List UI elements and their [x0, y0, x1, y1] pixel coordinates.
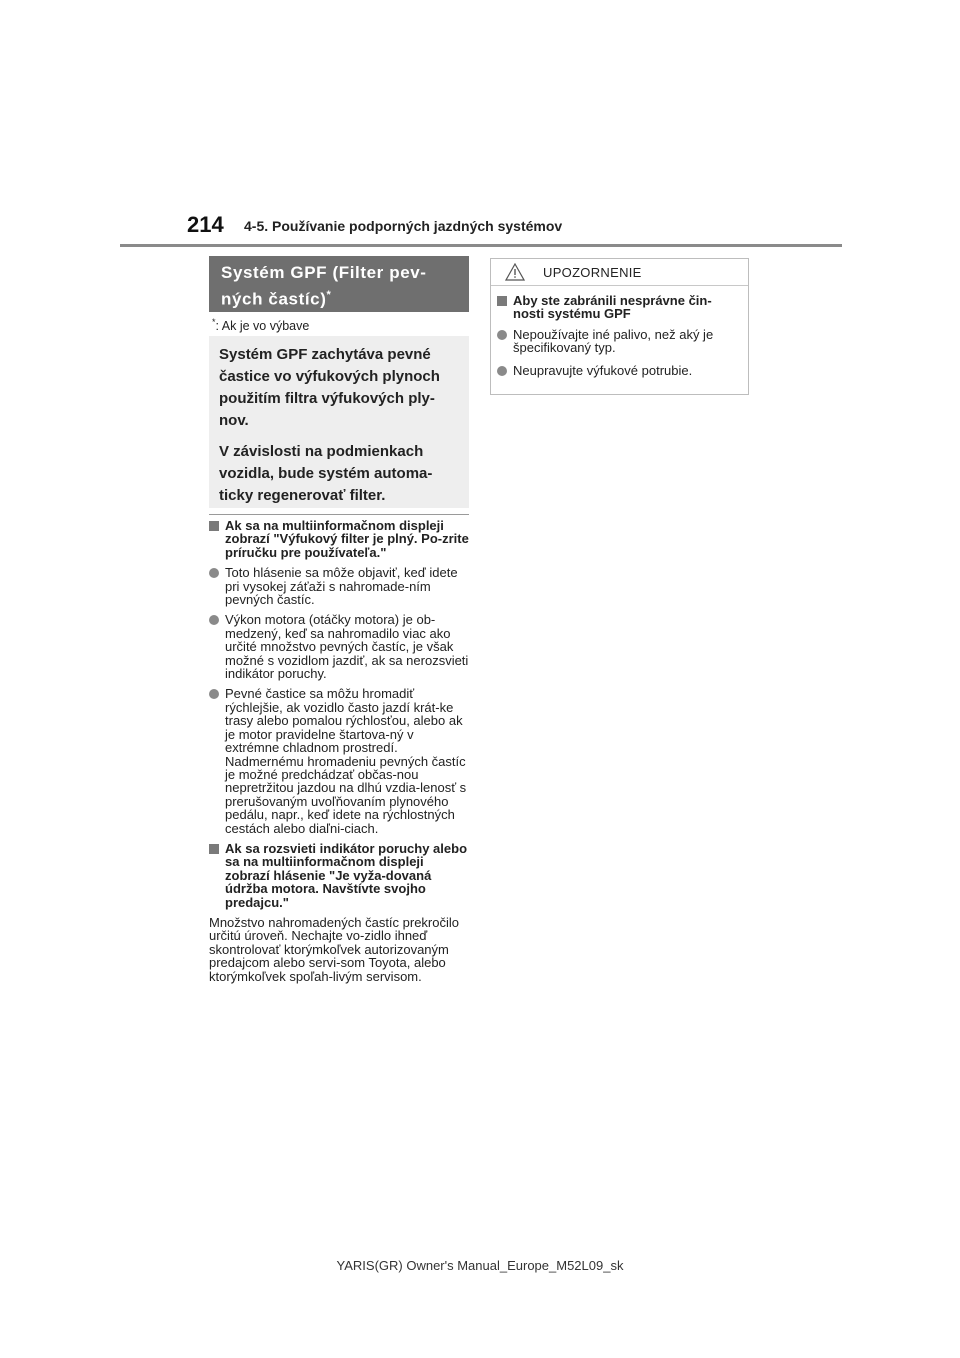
- chapter-heading-line2: [221, 284, 457, 311]
- chapter-heading-line1: Systém GPF (Filter pev-: [221, 263, 427, 282]
- summary-box: [209, 336, 469, 508]
- list-item: [209, 687, 471, 834]
- summary-paragraph: Systém GPF zachytáva pevné častice vo výfukových plynoch použitím filtra výfukových ply-nov.: [219, 346, 440, 429]
- footnote-marker: *: [326, 289, 331, 301]
- warning-subheading: [497, 294, 740, 321]
- list-item-text: Výkon motora (otáčky motora) je ob-medzený, keď sa nahromadilo viac ako určité množstvo pevných častíc, je však možné s vozidlom jazdiť, ak sa nerozsvieti indikátor poruchy.: [225, 612, 469, 682]
- list-item: [209, 566, 471, 606]
- warning-label: UPOZORNENIE: [543, 265, 642, 280]
- round-bullet-icon: [497, 366, 507, 376]
- footnote: [212, 317, 309, 333]
- round-bullet-icon: [209, 568, 219, 578]
- warning-box: [490, 258, 749, 395]
- subheading-text: Ak sa rozsvieti indikátor poruchy alebo sa na multiinformačnom displeji zobrazí hlásenie "Je vyža-dovaná údržba motora. Navštívte svojho predajcu.": [225, 840, 468, 910]
- chapter-heading-text: ných častíc): [221, 289, 327, 309]
- chapter-heading: [209, 256, 469, 312]
- list-item: [209, 613, 471, 680]
- warning-body: [491, 286, 748, 377]
- warning-triangle-icon: [505, 263, 525, 281]
- round-bullet-icon: [209, 615, 219, 625]
- page-number: 214: [187, 212, 224, 237]
- warning-list-item-text: Nepoužívajte iné palivo, než aký je špecifikovaný typ.: [513, 326, 714, 356]
- warning-subheading-text: Aby ste zabránili nesprávne čin-nosti systému GPF: [513, 293, 712, 322]
- footer-text: YARIS(GR) Owner's Manual_Europe_M52L09_sk: [336, 1258, 624, 1273]
- warning-list-item: [497, 364, 740, 377]
- subheading-text: Ak sa na multiinformačnom displeji zobrazí "Výfukový filter je plný. Po-zrite príručku pre používateľa.": [225, 518, 469, 560]
- left-body: [209, 519, 471, 983]
- subheading: [209, 842, 471, 909]
- summary-paragraph: V závislosti na podmienkach vozidla, bude systém automa-ticky regenerovať filter.: [219, 443, 433, 504]
- list-item-text: Pevné častice sa môžu hromadiť rýchlejšie, ak vozidlo často jazdí krát-ke trasy alebo pomalou rýchlosťou, alebo ak je motor pravidelne štartova-ný v extrémne chladnom prostredí. Nadmernému hromadeniu pevných častíc je možné predchádzať občas-nou nepretržitou jazdou na dlhú vzdia-lenosť s prerušovaným uvoľňovaním plynového pedálu, napr., keď idete na rýchlostných cestách alebo diaľni-ciach.: [225, 686, 467, 836]
- section-title: 4-5. Používanie podporných jazdných systémov: [244, 218, 563, 234]
- warning-list-item-text: Neupravujte výfukové potrubie.: [513, 362, 693, 378]
- square-bullet-icon: [209, 844, 219, 854]
- round-bullet-icon: [209, 689, 219, 699]
- round-bullet-icon: [497, 330, 507, 340]
- subheading: [209, 519, 471, 559]
- list-item-text: Toto hlásenie sa môže objaviť, keď idete pri vysokej záťaži s nahromade-ním pevných častíc.: [225, 565, 458, 608]
- square-bullet-icon: [497, 296, 507, 306]
- footnote-asterisk: *: [212, 317, 216, 327]
- footnote-text: : Ak je vo výbave: [215, 319, 310, 334]
- square-bullet-icon: [209, 521, 219, 531]
- warning-list-item: [497, 328, 740, 355]
- warning-header: [491, 259, 748, 286]
- summary-divider: [209, 514, 469, 515]
- header-divider: [120, 244, 842, 247]
- body-paragraph: Množstvo nahromadených častíc prekročilo určitú úroveň. Nechajte vo-zidlo ihneď skontrolovať ktorýmkoľvek autorizovaným predajcom alebo servi-som Toyota, alebo ktorýmkoľvek spoľah-livým servisom.: [209, 914, 460, 984]
